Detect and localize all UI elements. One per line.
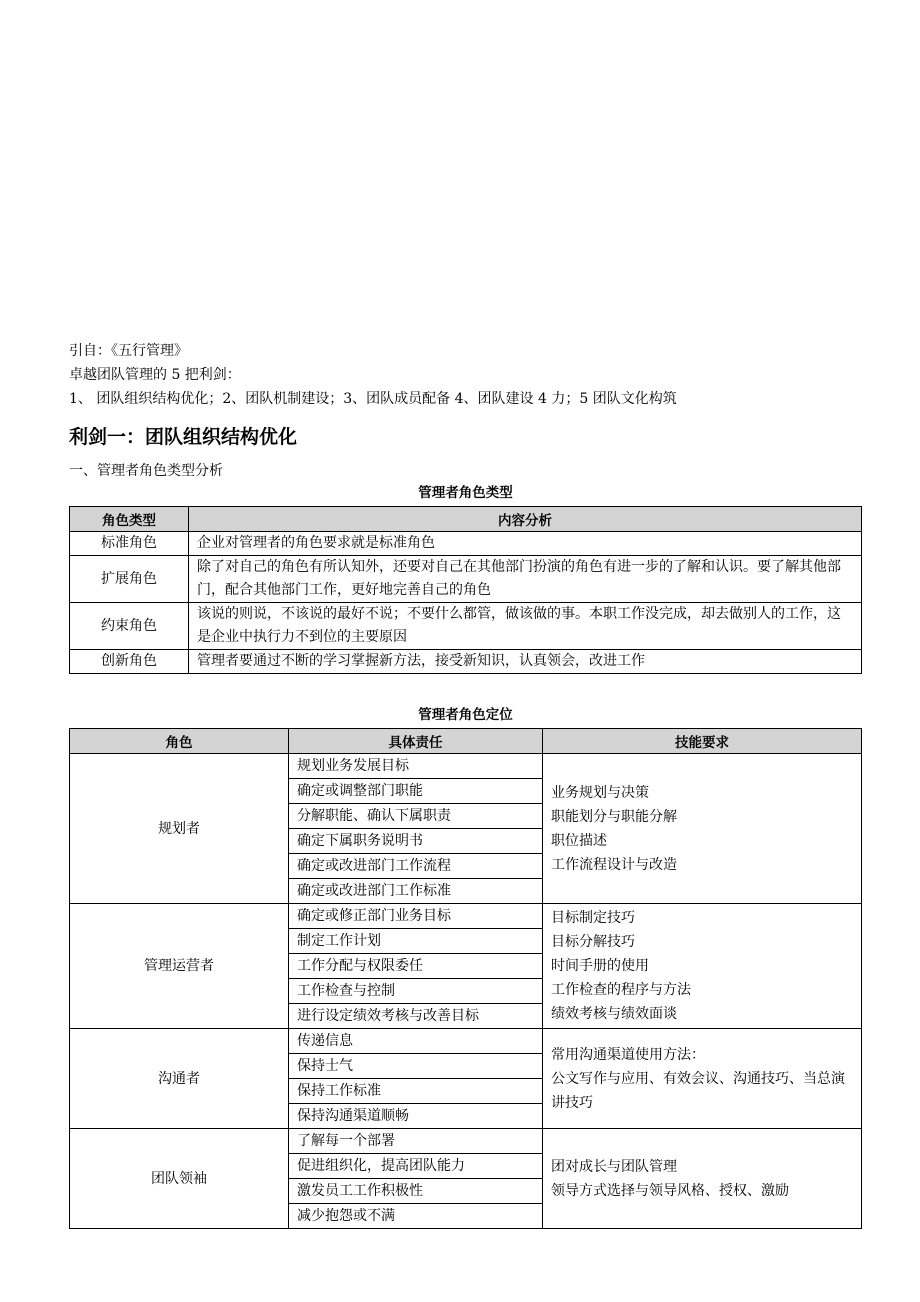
table2-header-role: 角色 [70,729,289,754]
role-cell: 团队领袖 [70,1129,289,1229]
duty-cell: 确定或改进部门工作流程 [289,854,543,879]
table2-header-skills: 技能要求 [543,729,862,754]
duty-cell: 规划业务发展目标 [289,754,543,779]
table-row [70,754,862,779]
intro-source-line: 引自：《五行管理》 [69,343,188,359]
skill-item: 职位描述 [551,832,607,849]
skill-item: 职能划分与职能分解 [551,808,677,825]
table-row [70,556,862,603]
table1-header-content: 内容分析 [189,507,862,532]
role-type-cell: 约束角色 [70,603,189,650]
subsection-title: 一、管理者角色类型分析 [69,463,223,479]
duty-cell: 保持工作标准 [289,1079,543,1104]
intro-list-line: 1、 团队组织结构优化；2、团队机制建设；3、团队成员配备 4、团队建设 4 力；5 团队文化构筑 [69,391,677,407]
table-row [70,650,862,674]
section-title: 利剑一：团队组织结构优化 [69,426,298,448]
duty-cell: 分解职能、确认下属职责 [289,804,543,829]
duty-cell: 促进组织化，提高团队能力 [289,1154,543,1179]
table1-header-type: 角色类型 [70,507,189,532]
role-content-cell: 企业对管理者的角色要求就是标准角色 [189,532,862,556]
role-type-cell: 创新角色 [70,650,189,674]
role-types-table [69,506,862,674]
role-content-cell: 除了对自己的角色有所认知外，还要对自己在其他部门扮演的角色有进一步的了解和认识。要了解其他部门，配合其他部门工作，更好地完善自己的角色 [189,556,862,603]
skill-item: 公文写作与应用、有效会议、沟通技巧、当总演讲技巧 [551,1070,845,1111]
skill-item: 工作检查的程序与方法 [551,982,691,998]
skill-item: 时间手册的使用 [551,958,649,974]
duty-cell: 工作分配与权限委任 [289,954,543,979]
skill-item: 业务规划与决策 [551,784,649,801]
table2-caption: 管理者角色定位 [418,707,513,723]
table-row [70,904,862,929]
skills-cell [543,1129,862,1229]
skill-item: 绩效考核与绩效面谈 [551,1006,677,1022]
duty-cell: 确定或改进部门工作标准 [289,879,543,904]
table-row [70,1129,862,1154]
duty-cell: 确定或调整部门职能 [289,779,543,804]
intro-block [69,339,677,411]
skill-item: 目标分解技巧 [551,934,635,950]
role-type-cell: 扩展角色 [70,556,189,603]
duty-cell: 传递信息 [289,1029,543,1054]
duty-cell: 保持士气 [289,1054,543,1079]
duty-cell: 进行设定绩效考核与改善目标 [289,1004,543,1029]
duty-cell: 保持沟通渠道顺畅 [289,1104,543,1129]
table2-header-duties: 具体责任 [289,729,543,754]
table1-caption: 管理者角色类型 [418,485,513,501]
duty-cell: 激发员工工作积极性 [289,1179,543,1204]
skills-cell [543,904,862,1029]
duty-cell: 工作检查与控制 [289,979,543,1004]
skill-item: 目标制定技巧 [551,910,635,926]
duty-cell: 减少抱怨或不满 [289,1204,543,1229]
skills-cell [543,754,862,904]
table-row [70,532,862,556]
skill-item: 领导方式选择与领导风格、授权、激励 [551,1182,789,1199]
duty-cell: 制定工作计划 [289,929,543,954]
role-positioning-table [69,728,862,1229]
role-cell: 规划者 [70,754,289,904]
duty-cell: 确定下属职务说明书 [289,829,543,854]
role-type-cell: 标准角色 [70,532,189,556]
skill-item: 常用沟通渠道使用方法： [551,1046,705,1063]
skills-cell [543,1029,862,1129]
role-cell: 管理运营者 [70,904,289,1029]
intro-title-line: 卓越团队管理的 5 把利剑： [69,367,241,383]
skill-item: 工作流程设计与改造 [551,856,677,873]
role-content-cell: 管理者要通过不断的学习掌握新方法，接受新知识，认真领会，改进工作 [189,650,862,674]
role-cell: 沟通者 [70,1029,289,1129]
skill-item: 团对成长与团队管理 [551,1158,677,1175]
duty-cell: 了解每一个部署 [289,1129,543,1154]
role-content-cell: 该说的则说，不该说的最好不说；不要什么都管，做该做的事。本职工作没完成，却去做别人的工作，这是企业中执行力不到位的主要原因 [189,603,862,650]
table-row [70,603,862,650]
table-row [70,1029,862,1054]
duty-cell: 确定或修正部门业务目标 [289,904,543,929]
